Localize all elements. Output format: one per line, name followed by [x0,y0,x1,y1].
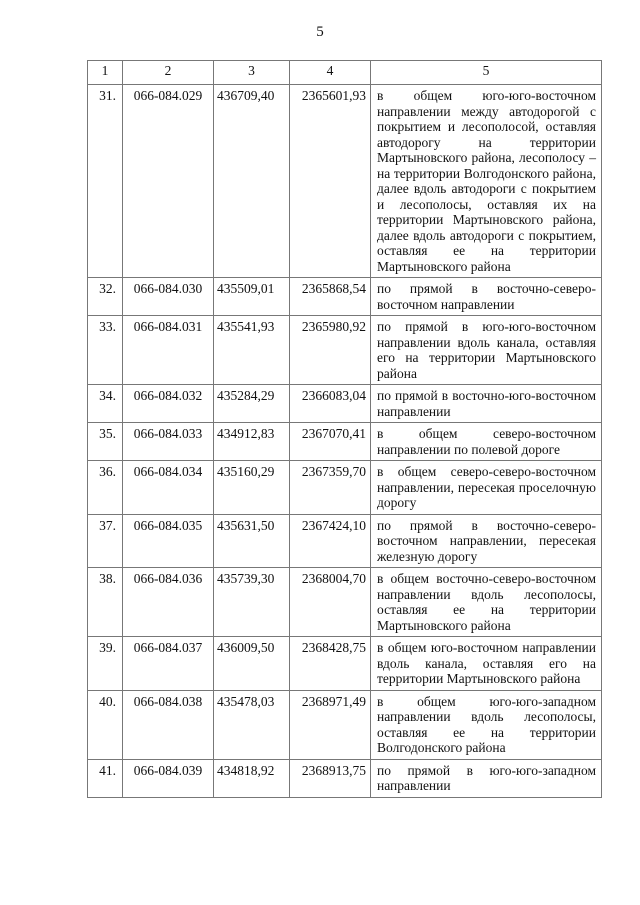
coord-x: 436709,40 [214,85,290,278]
point-code: 066-084.039 [123,759,214,797]
coord-x: 435284,29 [214,385,290,423]
table-row [88,514,602,568]
row-number: 36. [88,461,123,515]
col-header-5: 5 [371,61,602,85]
row-number: 35. [88,423,123,461]
point-code: 066-084.038 [123,690,214,759]
row-number: 34. [88,385,123,423]
page-number: 5 [316,24,324,40]
description: в общем юго-юго-западном направлении вдоль лесополосы, оставляя ее на территории Волгодонского района [371,690,602,759]
table-row [88,461,602,515]
coord-x: 435160,29 [214,461,290,515]
row-number: 38. [88,568,123,637]
coord-y: 2367070,41 [290,423,371,461]
boundary-table [87,60,602,798]
description: по прямой в восточно-северо-восточном направлении [371,278,602,316]
point-code: 066-084.037 [123,637,214,691]
description: по прямой в восточно-юго-восточном направлении [371,385,602,423]
coord-x: 435739,30 [214,568,290,637]
coord-y: 2367359,70 [290,461,371,515]
coord-x: 436009,50 [214,637,290,691]
coord-y: 2366083,04 [290,385,371,423]
description: по прямой в юго-юго-восточном направлении вдоль канала, оставляя его на территории Мартыновского района [371,316,602,385]
table-row [88,278,602,316]
coord-x: 435541,93 [214,316,290,385]
col-header-3: 3 [214,61,290,85]
point-code: 066-084.031 [123,316,214,385]
row-number: 39. [88,637,123,691]
point-code: 066-084.032 [123,385,214,423]
coord-y: 2368428,75 [290,637,371,691]
coord-y: 2365601,93 [290,85,371,278]
row-number: 32. [88,278,123,316]
point-code: 066-084.035 [123,514,214,568]
coord-y: 2368004,70 [290,568,371,637]
table-row [88,316,602,385]
coord-y: 2365980,92 [290,316,371,385]
table-row [88,690,602,759]
row-number: 40. [88,690,123,759]
coord-x: 435631,50 [214,514,290,568]
col-header-1: 1 [88,61,123,85]
row-number: 33. [88,316,123,385]
table-row [88,423,602,461]
point-code: 066-084.030 [123,278,214,316]
description: в общем северо-северо-восточном направлении, пересекая проселочную дорогу [371,461,602,515]
coord-x: 435509,01 [214,278,290,316]
description: в общем восточно-северо-восточном направлении вдоль лесополосы, оставляя ее на территории Мартыновского района [371,568,602,637]
table-row [88,759,602,797]
point-code: 066-084.033 [123,423,214,461]
coord-y: 2365868,54 [290,278,371,316]
description: по прямой в юго-юго-западном направлении [371,759,602,797]
coord-x: 435478,03 [214,690,290,759]
coord-x: 434818,92 [214,759,290,797]
description: в общем юго-восточном направлении вдоль канала, оставляя его на территории Мартыновского района [371,637,602,691]
col-header-2: 2 [123,61,214,85]
header-row [88,61,602,85]
table-row [88,637,602,691]
point-code: 066-084.034 [123,461,214,515]
row-number: 41. [88,759,123,797]
description: в общем северо-восточном направлении по полевой дороге [371,423,602,461]
row-number: 37. [88,514,123,568]
table-row [88,385,602,423]
table-row [88,568,602,637]
description: в общем юго-юго-восточном направлении между автодорогой с покрытием и лесополосой, оставляя автодорогу на территории Мартыновского района, лесополосу – на территории Волгодонского района, далее вдоль автодороги с покрытием и лесополосы, оставляя их на территории Мартыновского района, далее вдоль автодороги с покрытием, оставляя ее на территории Мартыновского района [371,85,602,278]
coord-y: 2368971,49 [290,690,371,759]
col-header-4: 4 [290,61,371,85]
coord-x: 434912,83 [214,423,290,461]
table-row [88,85,602,278]
point-code: 066-084.029 [123,85,214,278]
coord-y: 2368913,75 [290,759,371,797]
point-code: 066-084.036 [123,568,214,637]
row-number: 31. [88,85,123,278]
coord-y: 2367424,10 [290,514,371,568]
description: по прямой в восточно-северо-восточном направлении, пересекая железную дорогу [371,514,602,568]
